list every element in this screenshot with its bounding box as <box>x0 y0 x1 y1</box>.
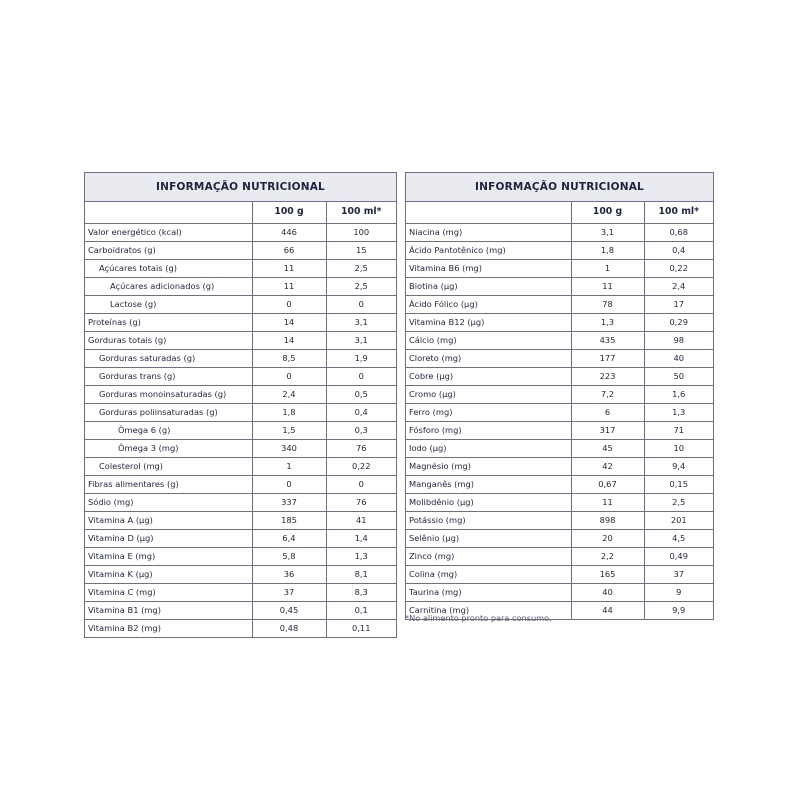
value-100ml: 2,5 <box>326 259 396 277</box>
nutrient-label: Cloreto (mg) <box>406 349 571 367</box>
nutrient-label: Colesterol (mg) <box>85 457 252 475</box>
table-row <box>85 295 396 313</box>
table-row <box>85 313 396 331</box>
value-100ml: 1,3 <box>326 547 396 565</box>
nutrient-label: Ferro (mg) <box>406 403 571 421</box>
value-100ml: 71 <box>644 421 713 439</box>
nutrient-label: Vitamina B12 (µg) <box>406 313 571 331</box>
value-100g: 1 <box>571 259 644 277</box>
value-100ml: 0,4 <box>326 403 396 421</box>
table-row <box>406 511 713 529</box>
nutrient-label: Vitamina C (mg) <box>85 583 252 601</box>
value-100ml: 4,5 <box>644 529 713 547</box>
nutrient-label: Gorduras poliinsaturadas (g) <box>85 403 252 421</box>
nutrient-label: Zinco (mg) <box>406 547 571 565</box>
header-nutrient <box>85 202 252 223</box>
value-100ml: 41 <box>326 511 396 529</box>
header-100ml: 100 ml* <box>644 202 713 223</box>
value-100ml: 3,1 <box>326 313 396 331</box>
table-row <box>406 277 713 295</box>
table-row <box>406 241 713 259</box>
value-100g: 44 <box>571 601 644 619</box>
nutrient-label: Magnésio (mg) <box>406 457 571 475</box>
value-100g: 1,3 <box>571 313 644 331</box>
nutrient-label: Lactose (g) <box>85 295 252 313</box>
table-title: INFORMAÇÃO NUTRICIONAL <box>406 173 713 202</box>
value-100g: 11 <box>571 493 644 511</box>
value-100g: 8,5 <box>252 349 326 367</box>
header-100g: 100 g <box>252 202 326 223</box>
value-100g: 0,67 <box>571 475 644 493</box>
value-100g: 11 <box>571 277 644 295</box>
nutrient-label: Niacina (mg) <box>406 223 571 241</box>
nutrient-label: Açúcares adicionados (g) <box>85 277 252 295</box>
nutrition-table <box>85 202 396 637</box>
header-row <box>85 202 396 223</box>
value-100ml: 201 <box>644 511 713 529</box>
nutrient-label: Gorduras saturadas (g) <box>85 349 252 367</box>
nutrient-label: Manganês (mg) <box>406 475 571 493</box>
value-100ml: 8,1 <box>326 565 396 583</box>
table-row <box>406 331 713 349</box>
value-100ml: 9,9 <box>672 604 686 615</box>
nutrient-label: Potássio (mg) <box>406 511 571 529</box>
nutrient-label: Fibras alimentares (g) <box>85 475 252 493</box>
value-100ml: 100 <box>326 223 396 241</box>
table-row <box>85 565 396 583</box>
nutrient-label: Vitamina B1 (mg) <box>85 601 252 619</box>
table-row <box>85 367 396 385</box>
table-row <box>85 511 396 529</box>
value-100ml: 0 <box>326 475 396 493</box>
nutrient-label: Vitamina A (µg) <box>85 511 252 529</box>
value-100g: 6 <box>571 403 644 421</box>
table-row <box>406 385 713 403</box>
value-100g: 6,4 <box>252 529 326 547</box>
table-row <box>85 241 396 259</box>
value-100ml: 0,15 <box>644 475 713 493</box>
value-100g: 0 <box>252 367 326 385</box>
value-100g: 0 <box>252 295 326 313</box>
value-100g: 177 <box>571 349 644 367</box>
value-100ml: 0,29 <box>644 313 713 331</box>
value-100ml: 40 <box>644 349 713 367</box>
value-100ml: 9 <box>644 583 713 601</box>
value-100g: 11 <box>252 277 326 295</box>
table-row <box>85 277 396 295</box>
value-100ml: 0,4 <box>644 241 713 259</box>
value-100ml: 0,1 <box>326 601 396 619</box>
value-100ml: 1,6 <box>644 385 713 403</box>
nutrient-label: Colina (mg) <box>406 565 571 583</box>
header-row <box>406 202 713 223</box>
nutrient-label: Biotina (µg) <box>406 277 571 295</box>
nutrient-label: Gorduras trans (g) <box>85 367 252 385</box>
value-100g: 898 <box>571 511 644 529</box>
value-100ml: 1,9 <box>326 349 396 367</box>
value-100ml: 0,11 <box>352 622 371 633</box>
value-100ml: 0,68 <box>644 223 713 241</box>
value-100ml: 2,4 <box>644 277 713 295</box>
nutrient-label: Selênio (µg) <box>406 529 571 547</box>
nutrition-table <box>406 202 713 619</box>
nutrient-label: Gorduras totais (g) <box>85 331 252 349</box>
value-100ml: 8,3 <box>326 583 396 601</box>
table-row <box>406 403 713 421</box>
table-row <box>406 439 713 457</box>
nutrient-label: Carnitina (mg) <box>406 601 571 619</box>
nutrient-label: Vitamina K (µg) <box>85 565 252 583</box>
value-100g: 446 <box>252 223 326 241</box>
table-row <box>85 439 396 457</box>
nutrient-label: Cromo (µg) <box>406 385 571 403</box>
value-100ml: 1,3 <box>644 403 713 421</box>
table-row <box>85 457 396 475</box>
value-100ml: 0,22 <box>644 259 713 277</box>
value-100ml: 0,22 <box>326 457 396 475</box>
value-100g: 20 <box>571 529 644 547</box>
table-row <box>406 295 713 313</box>
table-row <box>85 421 396 439</box>
value-100g: 78 <box>571 295 644 313</box>
header-100ml: 100 ml* <box>326 202 396 223</box>
value-100ml: 0 <box>326 295 396 313</box>
value-100g: 14 <box>252 331 326 349</box>
value-100g: 2,4 <box>252 385 326 403</box>
value-100g: 0,45 <box>252 601 326 619</box>
value-100g: 2,2 <box>571 547 644 565</box>
value-100g: 337 <box>252 493 326 511</box>
value-100g: 42 <box>571 457 644 475</box>
nutrient-label: Ômega 6 (g) <box>85 421 252 439</box>
value-100g: 1,8 <box>571 241 644 259</box>
table-row <box>85 259 396 277</box>
nutrition-table-right <box>405 172 714 620</box>
value-100g: 36 <box>252 565 326 583</box>
table-row <box>85 493 396 511</box>
value-100g: 317 <box>571 421 644 439</box>
table-row <box>85 475 396 493</box>
value-100g: 5,8 <box>252 547 326 565</box>
nutrient-label: Iodo (µg) <box>406 439 571 457</box>
table-row <box>406 367 713 385</box>
nutrient-label: Fósforo (mg) <box>406 421 571 439</box>
value-100g: 3,1 <box>571 223 644 241</box>
value-100g: 340 <box>252 439 326 457</box>
value-100g: 40 <box>571 583 644 601</box>
table-row <box>406 529 713 547</box>
value-100ml: 2,5 <box>326 277 396 295</box>
nutrient-label: Cálcio (mg) <box>406 331 571 349</box>
value-100ml: 10 <box>644 439 713 457</box>
value-100g: 11 <box>252 259 326 277</box>
nutrition-table-left <box>84 172 397 638</box>
table-row <box>406 475 713 493</box>
value-100ml: 98 <box>644 331 713 349</box>
nutrient-label: Ácido Fólico (µg) <box>406 295 571 313</box>
header-100g: 100 g <box>571 202 644 223</box>
value-100g: 223 <box>571 367 644 385</box>
nutrient-label: Vitamina E (mg) <box>85 547 252 565</box>
table-row <box>85 349 396 367</box>
value-100ml: 9,4 <box>644 457 713 475</box>
value-100g: 7,2 <box>571 385 644 403</box>
nutrient-label: Sódio (mg) <box>85 493 252 511</box>
nutrient-label: Gorduras monoinsaturadas (g) <box>85 385 252 403</box>
nutrient-label: Taurina (mg) <box>406 583 571 601</box>
value-100g: 1 <box>252 457 326 475</box>
table-row <box>85 529 396 547</box>
table-row <box>85 601 396 619</box>
value-100g: 185 <box>252 511 326 529</box>
table-row <box>85 619 396 637</box>
value-100g: 1,8 <box>252 403 326 421</box>
nutrient-label: Ômega 3 (mg) <box>85 439 252 457</box>
nutrient-label: Proteínas (g) <box>85 313 252 331</box>
value-100ml: 37 <box>644 565 713 583</box>
table-row <box>406 223 713 241</box>
table-row <box>85 223 396 241</box>
table-row <box>406 421 713 439</box>
value-100ml: 0,3 <box>326 421 396 439</box>
value-100ml: 0,49 <box>644 547 713 565</box>
nutrient-label: Açúcares totais (g) <box>85 259 252 277</box>
value-100ml: 1,4 <box>326 529 396 547</box>
table-row <box>406 583 713 601</box>
value-100g: 66 <box>252 241 326 259</box>
nutrient-label: Carboidratos (g) <box>85 241 252 259</box>
nutrient-label: Vitamina D (µg) <box>85 529 252 547</box>
value-100g: 45 <box>571 439 644 457</box>
table-title: INFORMAÇÃO NUTRICIONAL <box>85 173 396 202</box>
value-100ml: 76 <box>326 439 396 457</box>
value-100g: 0,48 <box>252 619 326 637</box>
table-row <box>85 331 396 349</box>
value-100g: 435 <box>571 331 644 349</box>
value-100ml: 3,1 <box>326 331 396 349</box>
table-row <box>406 493 713 511</box>
header-nutrient <box>406 202 571 223</box>
table-row <box>85 403 396 421</box>
value-100g: 37 <box>252 583 326 601</box>
nutrient-label: Vitamina B2 (mg) <box>85 619 252 637</box>
nutrient-label: Vitamina B6 (mg) <box>406 259 571 277</box>
nutrient-label: Ácido Pantotênico (mg) <box>406 241 571 259</box>
value-100g: 165 <box>571 565 644 583</box>
table-row <box>406 565 713 583</box>
footnote: *No alimento pronto para consumo. <box>405 613 552 623</box>
value-100ml: 15 <box>326 241 396 259</box>
value-100ml: 0,5 <box>326 385 396 403</box>
value-100ml: 76 <box>326 493 396 511</box>
table-row <box>406 313 713 331</box>
table-row <box>406 349 713 367</box>
value-100ml: 2,5 <box>644 493 713 511</box>
table-row <box>85 385 396 403</box>
nutrient-label: Valor energético (kcal) <box>85 223 252 241</box>
table-row <box>85 547 396 565</box>
value-100ml: 0 <box>326 367 396 385</box>
nutrient-label: Molibdênio (µg) <box>406 493 571 511</box>
value-100g: 1,5 <box>252 421 326 439</box>
value-100ml: 50 <box>644 367 713 385</box>
value-100g: 14 <box>252 313 326 331</box>
table-row <box>406 547 713 565</box>
value-100ml: 17 <box>644 295 713 313</box>
table-row <box>406 259 713 277</box>
nutrient-label: Cobre (µg) <box>406 367 571 385</box>
table-row <box>85 583 396 601</box>
value-100g: 0 <box>252 475 326 493</box>
table-row <box>406 457 713 475</box>
